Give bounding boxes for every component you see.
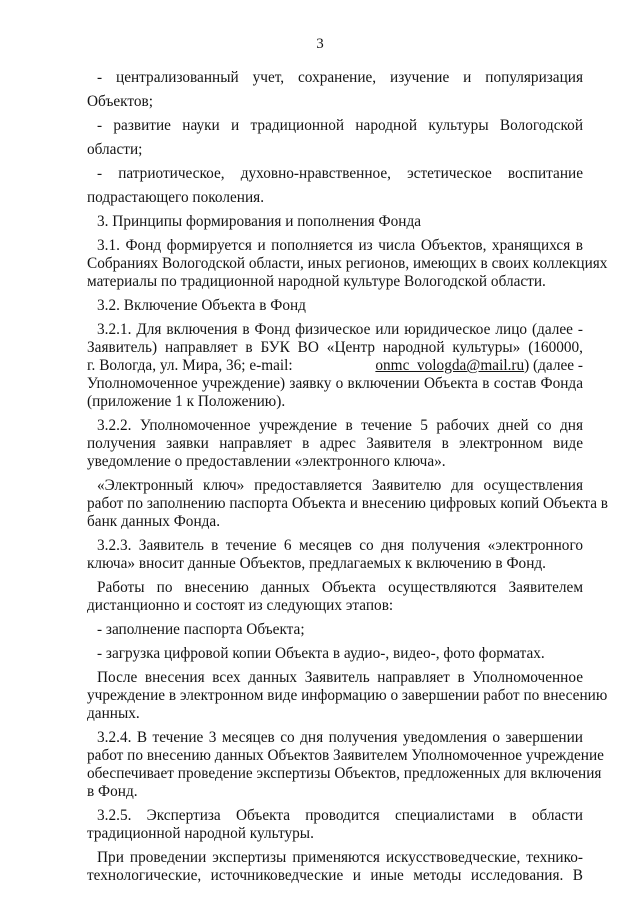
section-heading: 3. Принципы формирования и пополнения Фонда bbox=[97, 213, 422, 230]
text-line: После внесения всех данных Заявитель направляет в Уполномоченное bbox=[97, 669, 583, 686]
text-line: 3.2.4. В течение 3 месяцев со дня получения уведомления о завершении bbox=[97, 729, 583, 746]
text-line: дистанционно и состоят из следующих этапов: bbox=[87, 597, 394, 614]
text-line: 3.2.1. Для включения в Фонд физическое или юридическое лицо (далее - bbox=[97, 321, 583, 338]
text-line: области; bbox=[87, 141, 143, 158]
subsection-heading: 3.2. Включение Объекта в Фонд bbox=[97, 297, 306, 314]
text-line: работ по заполнению паспорта Объекта и внесению цифровых копий Объекта в bbox=[87, 495, 609, 512]
text-line: - патриотическое, духовно-нравственное, эстетическое воспитание bbox=[97, 165, 583, 182]
address-tail: ) (далее - bbox=[524, 357, 583, 374]
text-line: - развитие науки и традиционной народной культуры Вологодской bbox=[97, 117, 583, 134]
text-line: ключа» вносит данные Объектов, предлагаемых к включению в Фонд. bbox=[87, 555, 546, 572]
text-line: банк данных Фонда. bbox=[87, 513, 221, 530]
text-line: Объектов; bbox=[87, 93, 153, 110]
text-line: «Электронный ключ» предоставляется Заявителю для осуществления bbox=[97, 477, 583, 494]
text-line: традиционной народной культуры. bbox=[87, 825, 314, 842]
text-line: получения заявки направляет в адрес Заявителя в электронном виде bbox=[87, 435, 583, 452]
text-line: технологические, источниковедческие и иные методы исследования. В bbox=[87, 867, 583, 884]
page-number: 3 bbox=[316, 36, 324, 52]
text-line: данных. bbox=[87, 705, 140, 722]
text-line: в Фонд. bbox=[87, 783, 138, 800]
text-line: обеспечивает проведение экспертизы Объектов, предложенных для включения bbox=[87, 765, 602, 782]
list-item: - заполнение паспорта Объекта; bbox=[97, 621, 305, 638]
text-line: учреждение в электронном виде информацию о завершении работ по внесению bbox=[87, 687, 608, 704]
email-link[interactable]: onmc_vologda@mail.ru bbox=[375, 357, 525, 374]
text-line: работ по внесению данных Объектов Заявителем Уполномоченное учреждение bbox=[87, 747, 604, 764]
text-line: - централизованный учет, сохранение, изучение и популяризация bbox=[97, 69, 583, 86]
text-line: Работы по внесению данных Объекта осуществляются Заявителем bbox=[97, 579, 583, 596]
text-line: Собраниях Вологодской области, иных регионов, имеющих в своих коллекциях bbox=[87, 255, 608, 272]
text-line: 3.2.3. Заявитель в течение 6 месяцев со дня получения «электронного bbox=[97, 537, 583, 554]
text-line: подрастающего поколения. bbox=[87, 189, 265, 206]
text-line: Уполномоченное учреждение) заявку о включении Объекта в состав Фонда bbox=[87, 375, 583, 392]
text-line-with-email bbox=[87, 357, 583, 375]
text-line: 3.1. Фонд формируется и пополняется из числа Объектов, хранящихся в bbox=[97, 237, 583, 254]
address-text: г. Вологда, ул. Мира, 36; e-mail: bbox=[87, 357, 293, 374]
text-line: материалы по традиционной народной культуре Вологодской области. bbox=[87, 273, 546, 290]
text-line: Заявитель) направляет в БУК ВО «Центр народной культуры» (160000, bbox=[87, 339, 583, 356]
text-line: 3.2.5. Экспертиза Объекта проводится специалистами в области bbox=[97, 807, 583, 824]
list-item: - загрузка цифровой копии Объекта в аудио-, видео-, фото форматах. bbox=[97, 645, 545, 662]
text-line: 3.2.2. Уполномоченное учреждение в течение 5 рабочих дней со дня bbox=[97, 417, 583, 434]
text-line: (приложение 1 к Положению). bbox=[87, 393, 286, 410]
text-line: уведомление о предоставлении «электронного ключа». bbox=[87, 453, 446, 470]
text-line: При проведении экспертизы применяются искусствоведческие, технико- bbox=[97, 849, 583, 866]
